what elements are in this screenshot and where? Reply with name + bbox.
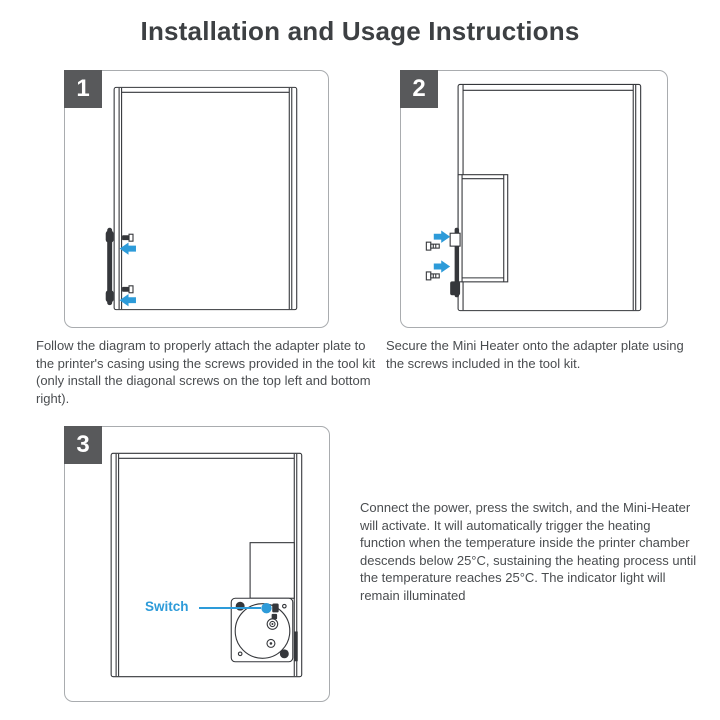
switch-callout-label: Switch xyxy=(145,599,189,614)
mini-heater-body xyxy=(458,175,508,282)
printer-casing-side-view xyxy=(114,87,297,309)
step-2-number-badge: 2 xyxy=(400,70,438,108)
step-3-number-badge: 3 xyxy=(64,426,102,464)
screw-icon xyxy=(122,286,133,293)
arrow-right-icon xyxy=(434,231,450,243)
step-2-caption: Secure the Mini Heater onto the adapter plate using the screws included in the tool kit. xyxy=(386,338,684,371)
screw-icon xyxy=(122,234,133,241)
step-1-number-badge: 1 xyxy=(64,70,102,108)
step-3-panel xyxy=(64,426,330,702)
adapter-plate xyxy=(450,228,460,297)
corner-screw-icon xyxy=(280,649,289,658)
switch-dot xyxy=(261,603,271,613)
step-3-illustration xyxy=(65,427,329,701)
screw-icon xyxy=(426,242,439,250)
switch-button xyxy=(272,604,278,613)
step-1-illustration xyxy=(65,71,328,327)
mini-heater-body xyxy=(250,543,294,599)
step-1-panel xyxy=(64,70,329,328)
step-2-illustration xyxy=(401,71,667,327)
adapter-plate xyxy=(106,228,114,305)
step-3-caption: Connect the power, press the switch, and the Mini-Heater will activate. It will automatically trigger the heating function when the temperature inside the printer chamber descends below 25°C, sustaining the heating process until the temperature reaches 25°C. The indicator light will remain illuminated xyxy=(360,500,697,603)
arrow-right-icon xyxy=(434,260,450,272)
screw-icon xyxy=(426,272,439,280)
step-1-caption: Follow the diagram to properly attach the adapter plate to the printer's casing using the screws provided in the tool kit (only install the diagonal screws on the top left and bottom right). xyxy=(36,338,376,406)
page-title: Installation and Usage Instructions xyxy=(140,16,580,46)
casing-edge-shadow xyxy=(294,631,297,661)
switch-callout-leader-line xyxy=(199,607,261,609)
step-2-panel xyxy=(400,70,668,328)
fan-circle xyxy=(235,604,290,659)
